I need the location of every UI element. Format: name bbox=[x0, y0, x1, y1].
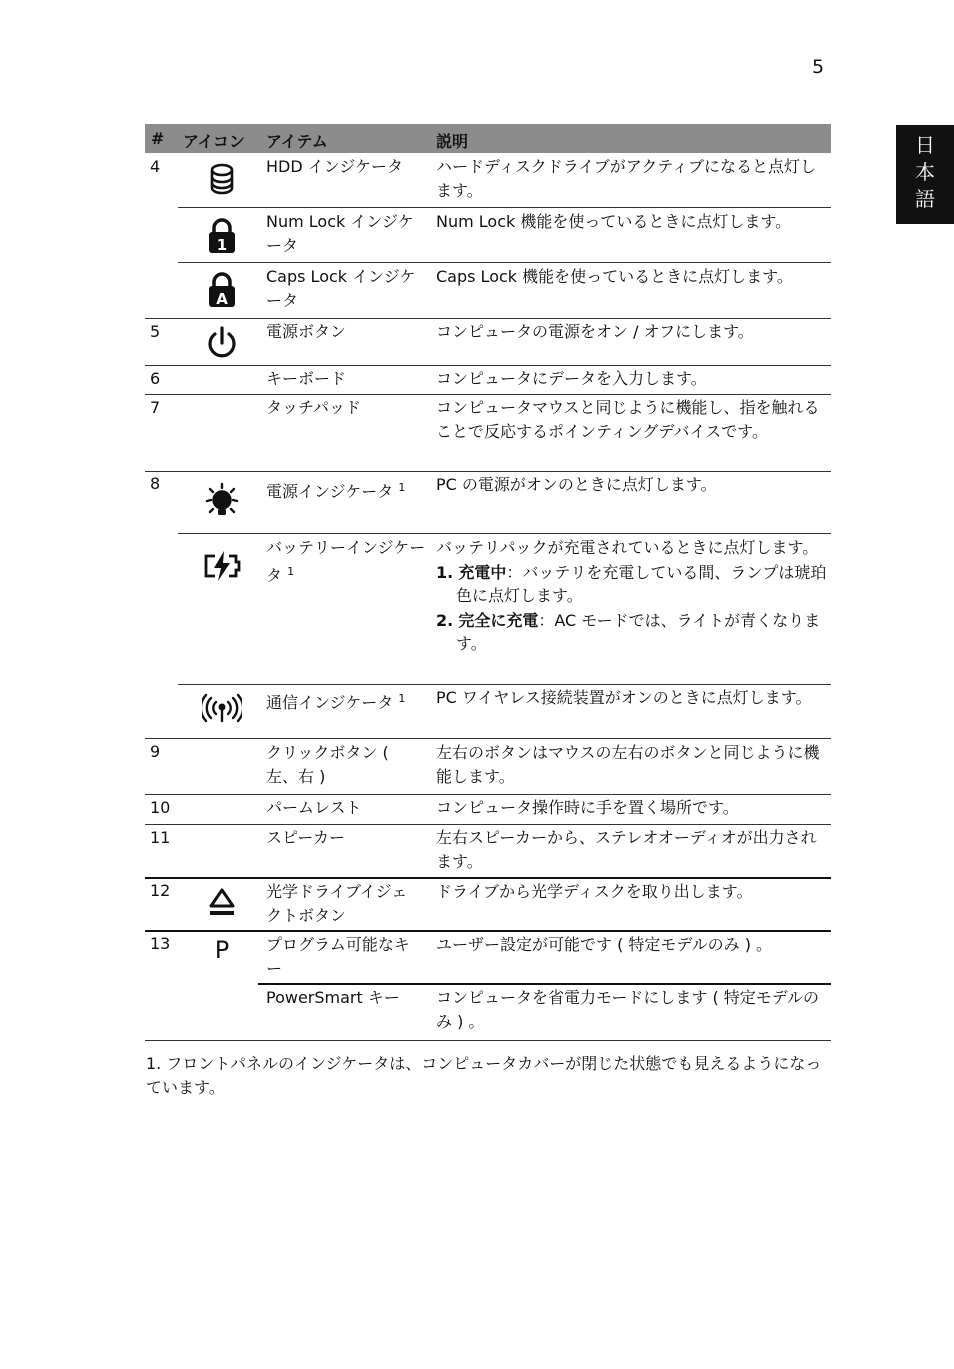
row-number: 5 bbox=[150, 322, 161, 341]
header-item: アイテム bbox=[266, 132, 328, 151]
item-label: クリックボタン ( 左、右 ) bbox=[266, 743, 389, 786]
item-label: スピーカー bbox=[266, 828, 346, 847]
item-description: Num Lock 機能を使っているときに点灯します。 bbox=[436, 212, 792, 231]
row-divider bbox=[178, 262, 831, 263]
item-label: 電源ボタン bbox=[266, 322, 347, 341]
item-description: コンピュータマウスと同じように機能し、指を触れることで反応するポインティングデバイスです。 bbox=[436, 398, 820, 441]
battery-charge-icon bbox=[202, 546, 242, 586]
power-light-icon bbox=[202, 482, 242, 522]
power-icon bbox=[202, 323, 242, 363]
list-marker: 1. bbox=[436, 562, 454, 582]
item-label bbox=[266, 687, 426, 715]
hdd-icon bbox=[202, 160, 242, 200]
item-label: PowerSmart キー bbox=[266, 988, 400, 1007]
item-description: ドライブから光学ディスクを取り出します。 bbox=[436, 882, 753, 901]
row-number: 10 bbox=[150, 798, 171, 817]
list-text: ：AC モードでは、ライトが青くなります。 bbox=[456, 610, 821, 653]
header-num: # bbox=[151, 129, 165, 148]
table-header bbox=[145, 124, 831, 153]
item-description: ユーザー設定が可能です ( 特定モデルのみ ) 。 bbox=[436, 935, 773, 954]
item-label: キーボード bbox=[266, 369, 347, 388]
row-divider bbox=[145, 930, 831, 932]
caps-lock-icon bbox=[202, 270, 242, 310]
item-description: PC の電源がオンのときに点灯します。 bbox=[436, 475, 717, 494]
language-tab-char: 日 bbox=[915, 133, 935, 157]
table-bottom-rule bbox=[145, 1040, 831, 1041]
footnote-marker: 1 bbox=[287, 564, 295, 578]
row-divider bbox=[145, 794, 831, 795]
row-number: 11 bbox=[150, 828, 171, 847]
list-item bbox=[436, 609, 831, 656]
footnote: 1. フロントパネルのインジケータは、コンピュータカバーが閉じた状態でも見えるようになっています。 bbox=[146, 1054, 822, 1097]
description-text: バッテリパックが充電されているときに点灯します。 bbox=[436, 538, 819, 557]
row-divider bbox=[178, 207, 831, 208]
svg-text:A: A bbox=[216, 290, 228, 308]
item-description: PC ワイヤレス接続装置がオンのときに点灯します。 bbox=[436, 688, 812, 707]
item-label bbox=[266, 476, 426, 504]
row-divider bbox=[145, 738, 831, 739]
page-number: 5 bbox=[812, 56, 825, 78]
item-description: コンピュータを省電力モードにします ( 特定モデルのみ ) 。 bbox=[436, 988, 819, 1031]
item-description: 左右のボタンはマウスの左右のボタンと同じように機能します。 bbox=[436, 743, 820, 786]
item-description: ハードディスクドライブがアクティブになると点灯します。 bbox=[436, 157, 817, 200]
svg-text:1: 1 bbox=[216, 236, 228, 254]
item-label: プログラム可能なキー bbox=[266, 935, 410, 978]
header-icon: アイコン bbox=[183, 132, 245, 151]
list-item bbox=[436, 561, 831, 608]
row-divider bbox=[178, 533, 831, 534]
item-label-text: 電源インジケータ bbox=[266, 482, 394, 501]
row-number: 13 bbox=[150, 934, 171, 953]
language-tab-char: 語 bbox=[915, 187, 935, 211]
item-label: Caps Lock インジケータ bbox=[266, 267, 416, 310]
list-marker: 2. bbox=[436, 610, 454, 630]
list-term: 充電中 bbox=[458, 562, 507, 582]
row-divider bbox=[145, 877, 831, 879]
item-description: コンピュータ操作時に手を置く場所です。 bbox=[436, 798, 739, 817]
row-number: 12 bbox=[150, 881, 171, 900]
list-text: ：バッテリを充電している間、ランプは琥珀色に点灯します。 bbox=[456, 562, 827, 605]
p-key-icon: P bbox=[214, 936, 230, 964]
row-divider bbox=[145, 365, 831, 366]
eject-icon bbox=[202, 884, 242, 924]
row-divider bbox=[258, 983, 831, 985]
row-divider bbox=[145, 471, 831, 472]
item-label-text: バッテリーインジケータ bbox=[266, 538, 426, 585]
row-number: 7 bbox=[150, 398, 161, 417]
footnote-marker: 1 bbox=[398, 692, 406, 705]
row-number: 4 bbox=[150, 157, 161, 176]
row-number: 9 bbox=[150, 742, 161, 761]
item-description: 左右スピーカーから、ステレオオーディオが出力されます。 bbox=[436, 828, 817, 871]
language-tab-char: 本 bbox=[915, 160, 935, 184]
header-desc: 説明 bbox=[436, 132, 469, 151]
wireless-icon bbox=[202, 690, 242, 730]
row-number: 8 bbox=[150, 474, 161, 493]
item-label-text: 通信インジケータ bbox=[266, 693, 394, 712]
list-term: 完全に充電 bbox=[458, 610, 539, 630]
item-label: Num Lock インジケータ bbox=[266, 212, 414, 255]
item-label: HDD インジケータ bbox=[266, 157, 404, 176]
item-label: 光学ドライブイジェクトボタン bbox=[266, 882, 408, 925]
item-description: コンピュータの電源をオン / オフにします。 bbox=[436, 322, 754, 341]
item-description bbox=[436, 536, 831, 656]
item-label: タッチパッド bbox=[266, 398, 362, 417]
item-description: コンピュータにデータを入力します。 bbox=[436, 369, 707, 388]
item-label bbox=[266, 536, 426, 587]
num-lock-icon bbox=[202, 216, 242, 256]
row-divider bbox=[145, 318, 831, 319]
row-divider bbox=[178, 684, 831, 685]
row-divider bbox=[145, 394, 831, 395]
item-label: パームレスト bbox=[266, 798, 362, 817]
footnote-marker: 1 bbox=[398, 481, 406, 494]
language-tab bbox=[896, 125, 954, 224]
row-divider bbox=[145, 824, 831, 825]
item-description: Caps Lock 機能を使っているときに点灯します。 bbox=[436, 267, 793, 286]
row-number: 6 bbox=[150, 369, 161, 388]
